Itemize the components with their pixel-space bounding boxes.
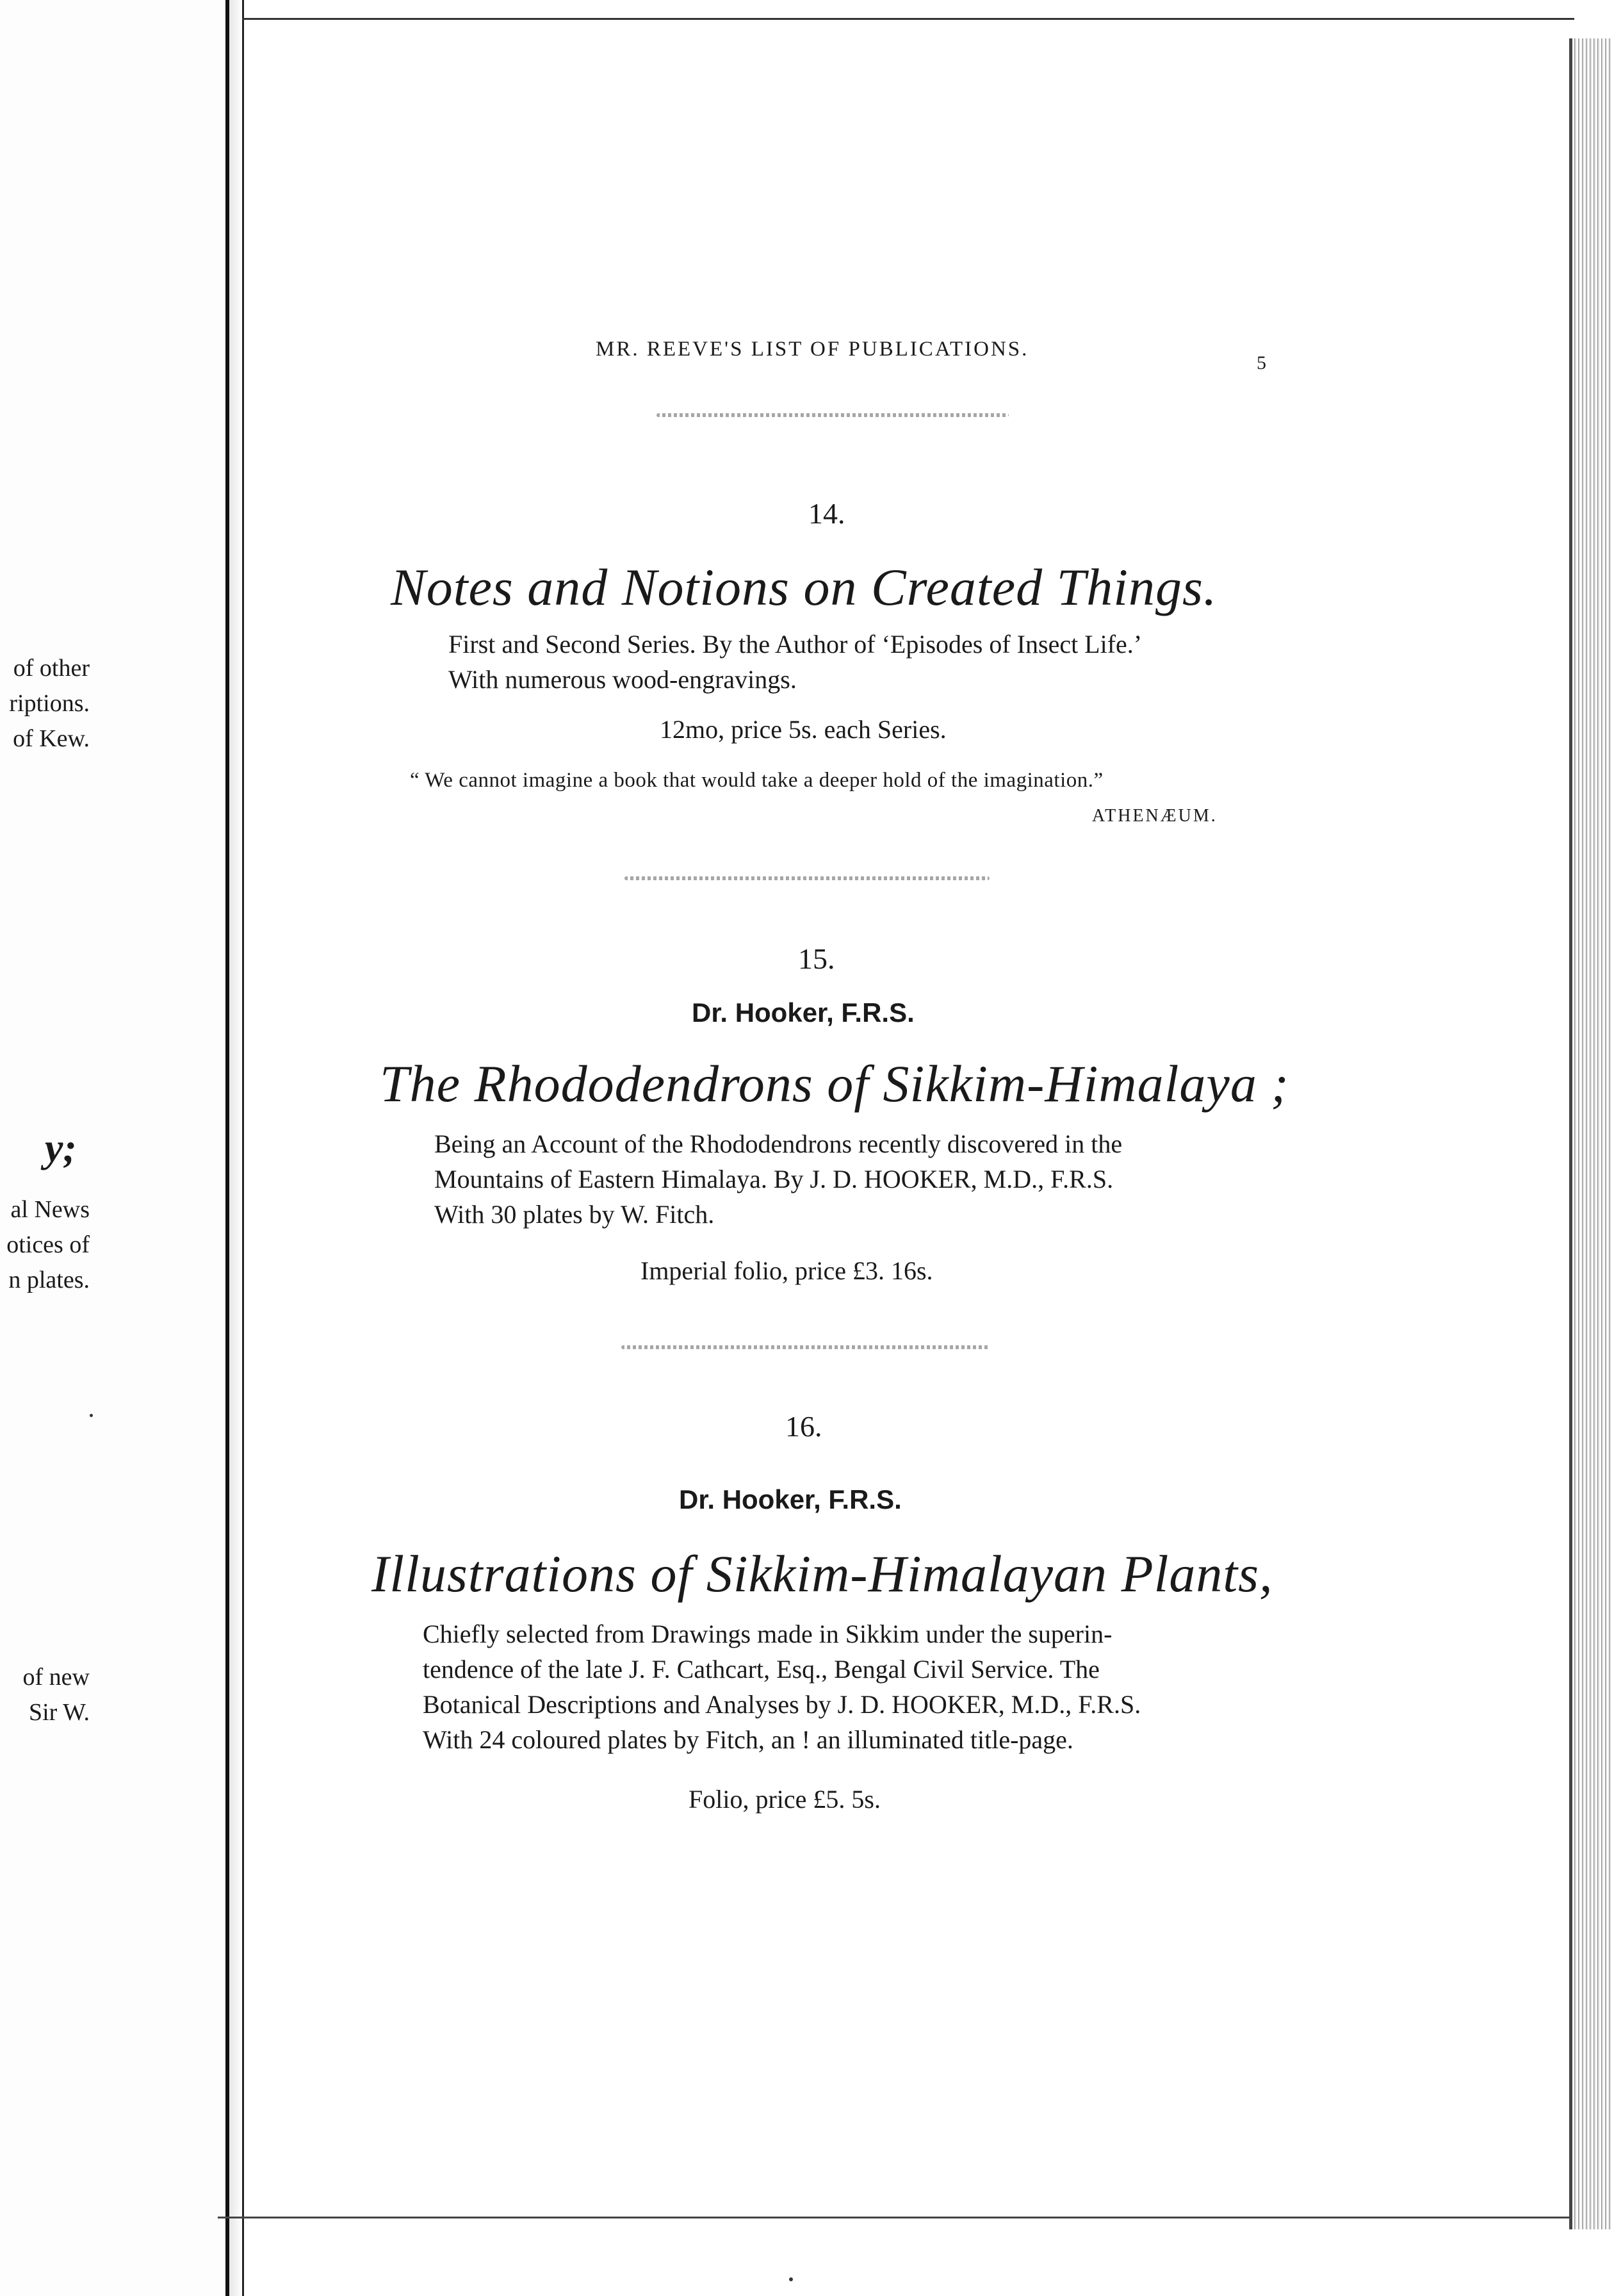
ornamental-rule (621, 1345, 990, 1349)
entry-title: Illustrations of Sikkim-Himalayan Plants, (371, 1545, 1273, 1603)
page-edge-stack (1572, 38, 1611, 2229)
entry-number: 16. (785, 1410, 822, 1443)
page-border (242, 0, 244, 2296)
entry-description-line: With numerous wood-engravings. (448, 665, 797, 694)
scan-speck (789, 2277, 793, 2281)
entry-description-line: First and Second Series. By the Author of ‘Episodes of Insect Life.’ (448, 630, 1143, 659)
entry-description-line: Chiefly selected from Drawings made in Sikkim under the superin- (423, 1620, 1113, 1648)
entry-author: Dr. Hooker, F.R.S. (679, 1484, 902, 1514)
entry-author: Dr. Hooker, F.R.S. (692, 997, 915, 1028)
ornamental-rule (656, 413, 1009, 417)
entry-price: Folio, price £5. 5s. (689, 1785, 881, 1814)
entry-description-line: Botanical Descriptions and Analyses by J. D. HOOKER, M.D., F.R.S. (423, 1690, 1141, 1719)
entry-description-line: tendence of the late J. F. Cathcart, Esq., Bengal Civil Service. The (423, 1655, 1100, 1684)
review-quote: “ We cannot imagine a book that would take a deeper hold of the imagination.” (410, 769, 1104, 792)
entry-description-line: Being an Account of the Rhododendrons recently discovered in the (434, 1129, 1123, 1158)
facing-line: otices of (6, 1231, 90, 1258)
entry-title: Notes and Notions on Created Things. (391, 558, 1218, 616)
review-attribution: ATHENÆUM. (1092, 806, 1218, 826)
entry-number: 14. (808, 497, 845, 530)
scan-speck (90, 1414, 93, 1417)
entry-description-line: With 30 plates by W. Fitch. (434, 1200, 715, 1229)
facing-line: riptions. (9, 690, 90, 717)
page-border (242, 18, 1574, 20)
facing-line: of other (13, 655, 90, 682)
entry-description-line: With 24 coloured plates by Fitch, an ! an illuminated title-page. (423, 1725, 1073, 1754)
facing-page-fragment (0, 0, 225, 2296)
facing-line: al News (10, 1196, 90, 1223)
page-border (218, 2217, 1576, 2218)
facing-line: Sir W. (28, 1699, 90, 1726)
entry-number: 15. (798, 942, 835, 975)
facing-line: n plates. (8, 1267, 90, 1293)
entry-price: Imperial folio, price £3. 16s. (640, 1256, 933, 1285)
entry-title: The Rhododendrons of Sikkim-Himalaya ; (380, 1054, 1289, 1113)
page-number: 5 (1257, 352, 1266, 373)
entry-description-line: Mountains of Eastern Himalaya. By J. D. HOOKER, M.D., F.R.S. (434, 1165, 1114, 1193)
running-head: MR. REEVE'S LIST OF PUBLICATIONS. (596, 338, 1029, 361)
facing-line: of Kew. (13, 725, 90, 752)
facing-line: of new (22, 1664, 90, 1691)
facing-title-fragment: y; (45, 1125, 77, 1170)
entry-price: 12mo, price 5s. each Series. (660, 715, 947, 744)
ornamental-rule (624, 876, 990, 880)
gutter-shadow (229, 0, 242, 2296)
